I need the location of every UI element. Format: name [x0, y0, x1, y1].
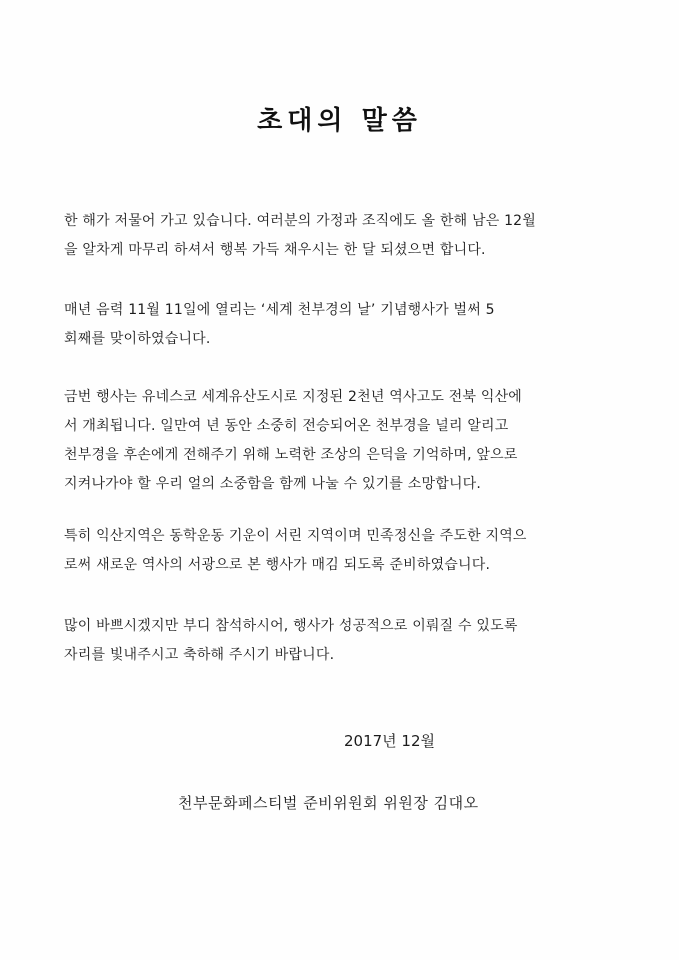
letter-title: 초대의 말씀 [257, 106, 422, 136]
paragraph-line: 특히 익산지역은 동학운동 기운이 서린 지역이며 민족정신을 주도한 지역으 [64, 528, 527, 544]
paragraph-event-anniversary [64, 296, 634, 354]
paragraph-event-location [64, 383, 634, 499]
paragraph-greeting [64, 207, 634, 265]
paragraph-line: 로써 새로운 역사의 서광으로 본 행사가 매김 되도록 준비하였습니다. [64, 557, 491, 573]
paragraph-line: 금번 행사는 유네스코 세계유산도시로 지정된 2천년 역사고도 전북 익산에 [64, 389, 523, 405]
letter-signature: 천부문화페스티벌 준비위원회 위원장 김대오 [178, 794, 479, 812]
paragraph-line: 회째를 맞이하였습니다. [64, 331, 211, 347]
paragraph-closing [64, 612, 634, 670]
paragraph-region [64, 522, 634, 580]
paragraph-line: 을 알차게 마무리 하셔서 행복 가득 채우시는 한 달 되셨으면 합니다. [64, 242, 486, 258]
paragraph-line: 한 해가 저물어 가고 있습니다. 여러분의 가정과 조직에도 올 한해 남은 12월 [64, 213, 537, 229]
paragraph-line: 지켜나가야 할 우리 얼의 소중함을 함께 나눌 수 있기를 소망합니다. [64, 476, 482, 492]
paragraph-line: 자리를 빛내주시고 축하해 주시기 바랍니다. [64, 647, 335, 663]
paragraph-line: 많이 바쁘시겠지만 부디 참석하시어, 행사가 성공적으로 이뤄질 수 있도록 [64, 618, 518, 634]
paragraph-line: 매년 음력 11월 11일에 열리는 ‘세계 천부경의 날’ 기념행사가 벌써 5 [64, 302, 495, 318]
letter-date: 2017년 12월 [344, 732, 436, 750]
paragraph-line: 서 개최됩니다. 일만여 년 동안 소중히 전승되어온 천부경을 널리 알리고 [64, 418, 509, 434]
paragraph-line: 천부경을 후손에게 전해주기 위해 노력한 조상의 은덕을 기억하며, 앞으로 [64, 447, 518, 463]
